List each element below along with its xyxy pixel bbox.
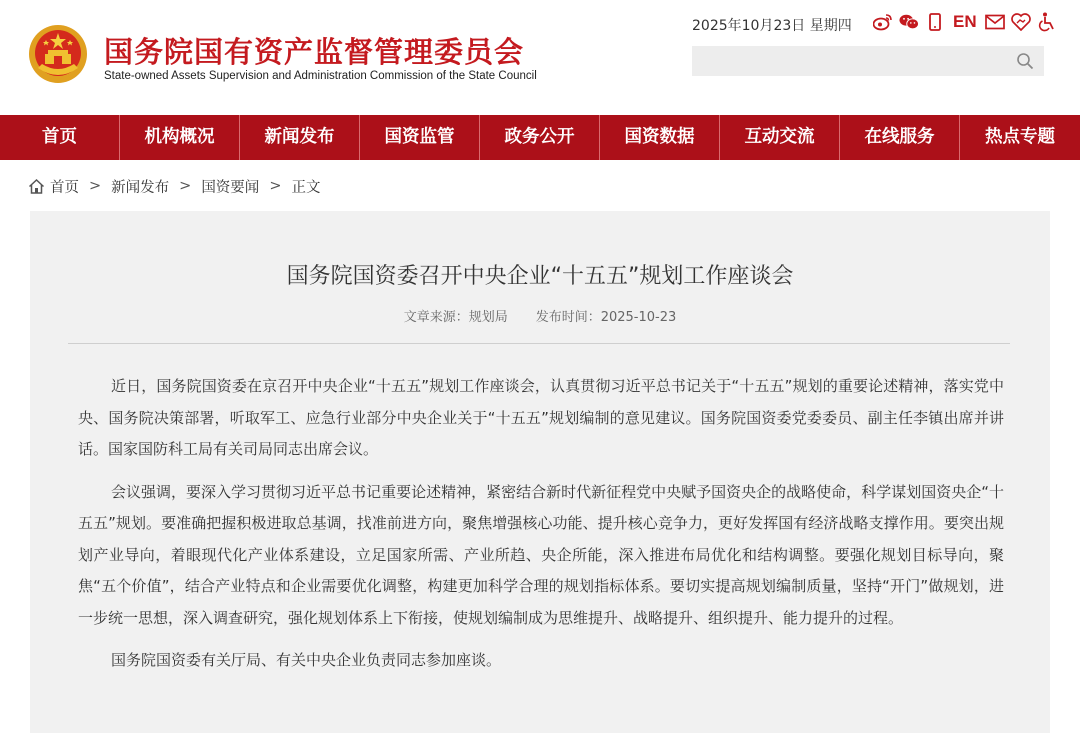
nav-item-interaction[interactable]: 互动交流 xyxy=(720,115,840,160)
header-icon-bar xyxy=(873,10,1057,34)
nav-item-about[interactable]: 机构概况 xyxy=(120,115,240,160)
nav-item-data[interactable]: 国资数据 xyxy=(600,115,720,160)
article-publish-time: 发布时间：2025-10-23 xyxy=(535,310,677,325)
home-icon xyxy=(28,178,45,195)
current-date: 2025年10月23日 星期四 xyxy=(692,18,852,34)
mobile-icon[interactable] xyxy=(925,12,945,32)
main-nav xyxy=(0,115,1080,160)
breadcrumb-home[interactable]: 首页 xyxy=(50,179,79,196)
article-container xyxy=(30,211,1050,733)
article-paragraph: 近日，国务院国资委在京召开中央企业“十五五”规划工作座谈会，认真贯彻习近平总书记关于“十五五”规划的重要论述精神，落实党中央、国务院决策部署，听取军工、应急行业部分中央企业关于“十五五”规划编制的意见建议。国务院国资委党委委员、副主任李镇出席并讲话。国家国防科工局有关司局同志出席会议。 xyxy=(78,377,1004,458)
article-paragraph: 会议强调，要深入学习贯彻习近平总书记重要论述精神，紧密结合新时代新征程党中央赋予国资央企的战略使命，科学谋划国资央企“十五五”规划。要准确把握积极进取总基调，找准前进方向，聚焦增强核心功能、提升核心竞争力，更好发挥国有经济战略支撑作用。要突出规划产业导向，着眼现代化产业体系建设，立足国家所需、产业所趋、央企所能，深入推进布局优化和结构调整。要强化规划目标导向，聚焦“五个价值”，结合产业特点和企业需要优化调整，构建更加科学合理的规划指标体系。要切实提高规划编制质量，坚持“开门”做规划，进一步统一思想，深入调查研究，强化规划体系上下衔接，使规划编制成为思维提升、战略提升、组织提升、能力提升的过程。 xyxy=(78,482,1004,627)
breadcrumb-sasac-news[interactable]: 国资要闻 xyxy=(201,179,260,196)
nav-item-government-affairs[interactable]: 政务公开 xyxy=(480,115,600,160)
nav-item-home[interactable]: 首页 xyxy=(0,115,120,160)
nav-item-news[interactable]: 新闻发布 xyxy=(240,115,360,160)
search-box xyxy=(692,46,1044,76)
weibo-icon[interactable] xyxy=(873,12,893,32)
breadcrumb-separator: > xyxy=(269,178,282,194)
email-icon[interactable] xyxy=(985,12,1005,32)
article-source: 文章来源：规划局 xyxy=(403,310,508,325)
english-version-link[interactable]: EN xyxy=(953,12,977,31)
breadcrumb-news[interactable]: 新闻发布 xyxy=(111,179,170,196)
wechat-icon[interactable] xyxy=(899,12,919,32)
search-input[interactable] xyxy=(692,46,1002,76)
title-divider xyxy=(68,343,1010,344)
breadcrumb xyxy=(28,176,320,196)
accessibility-icon[interactable] xyxy=(1037,12,1057,32)
nav-item-online-service[interactable]: 在线服务 xyxy=(840,115,960,160)
national-emblem-icon[interactable] xyxy=(28,24,88,84)
breadcrumb-separator: > xyxy=(179,178,192,194)
article-meta xyxy=(30,306,1050,325)
elderly-care-icon[interactable] xyxy=(1011,12,1031,32)
article-title: 国务院国资委召开中央企业“十五五”规划工作座谈会 xyxy=(286,264,794,289)
nav-item-supervision[interactable]: 国资监管 xyxy=(360,115,480,160)
breadcrumb-separator: > xyxy=(89,178,102,194)
site-title[interactable]: 国务院国有资产监督管理委员会 xyxy=(104,35,525,69)
article-paragraph: 国务院国资委有关厅局、有关中央企业负责同志参加座谈。 xyxy=(111,651,502,669)
search-icon[interactable] xyxy=(1016,52,1034,70)
article-body xyxy=(78,371,1004,688)
site-header xyxy=(0,0,1080,115)
site-subtitle: State-owned Assets Supervision and Administration Commission of the State Council xyxy=(104,70,537,82)
breadcrumb-current: 正文 xyxy=(291,179,321,196)
nav-item-topics[interactable]: 热点专题 xyxy=(985,127,1055,147)
